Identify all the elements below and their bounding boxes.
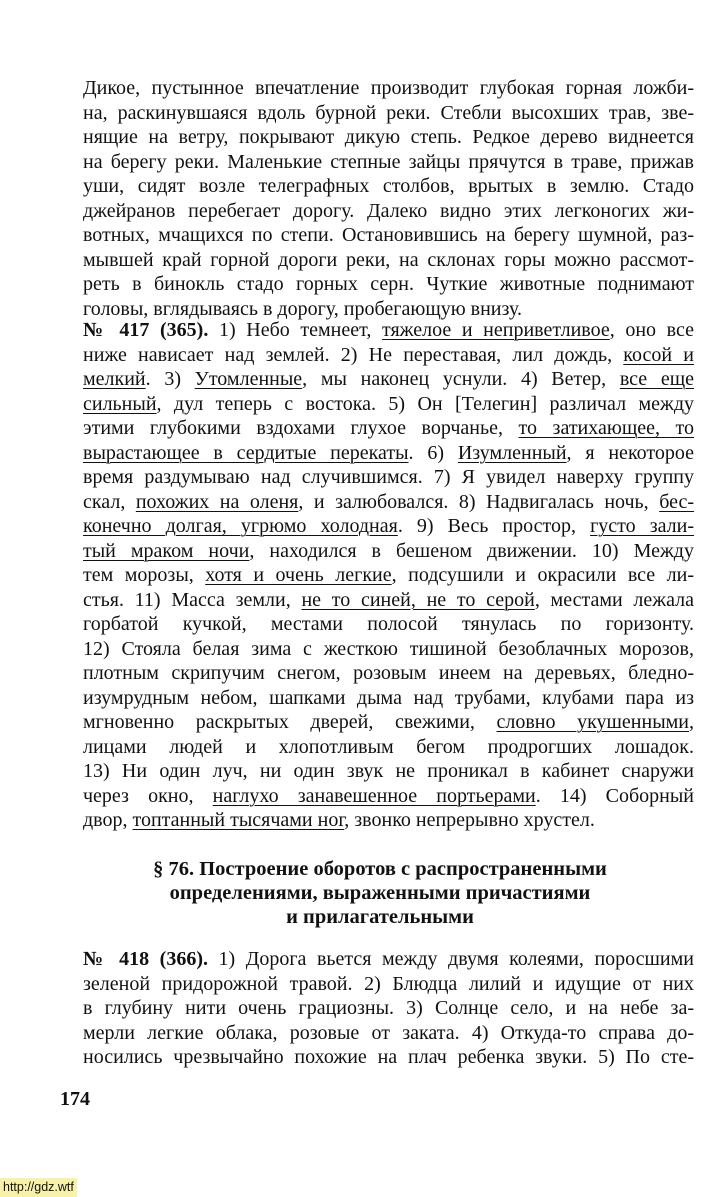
text-line xyxy=(83,125,694,150)
text-segment: время раздумываю над случившимся. 7) Я увидел наверху группу xyxy=(83,466,694,488)
text-segment: . 6) xyxy=(408,441,458,464)
heading-line: и прилагательными xyxy=(286,906,474,928)
underlined-phrase: сильный xyxy=(83,392,157,415)
text-segment: , оно все xyxy=(609,319,695,341)
text-segment: ниже нависает над землей. 2) Не переставая, лил дождь, xyxy=(83,343,624,366)
page-number: 174 xyxy=(60,1088,90,1110)
text-segment: Дикое, пустынное впечатление производит глубокая горная ложби- xyxy=(83,77,694,99)
text-segment: , находился в бешеном движении. 10) Между xyxy=(249,539,694,562)
underlined-phrase: мелкий xyxy=(83,368,146,390)
underlined-phrase: густо зали- xyxy=(590,515,694,537)
text-line xyxy=(83,318,694,343)
text-segment: , местами лежала xyxy=(534,588,694,611)
text-line xyxy=(83,686,694,711)
text-line xyxy=(83,563,694,588)
underlined-phrase: хотя и очень легкие xyxy=(205,564,392,586)
heading-line: § 76. Построение оборотов с распространенными xyxy=(153,858,607,880)
paragraph-intro-text xyxy=(83,76,694,321)
text-line xyxy=(83,199,694,224)
underlined-phrase: все еще xyxy=(619,368,694,390)
text-segment: носились чрезвычайно похожие на плач ребенка звуки. 5) По сте- xyxy=(83,1046,694,1068)
text-segment: головы, вглядываясь в дорогу, пробегающую внизу. xyxy=(83,297,522,320)
text-segment: 13) Ни один луч, ни один звук не проникал в кабинет снаружи xyxy=(83,760,694,782)
text-line xyxy=(83,248,694,273)
text-segment: 1) Небо темнеет, xyxy=(208,319,382,341)
text-segment: мерли легкие облака, розовые от заката. 4) Откуда-то справа до- xyxy=(83,1021,694,1044)
text-segment: изумрудным небом, шапками дыма над трубами, клубами пара из xyxy=(83,686,694,709)
text-segment: мгновенно раскрытых дверей, свежими, xyxy=(83,711,497,733)
text-line xyxy=(83,150,694,175)
text-line xyxy=(83,637,694,662)
text-segment: на, раскинувшаяся вдоль бурной реки. Стебли высохших трав, зве- xyxy=(83,101,694,124)
text-segment: в глубину нити очень грациозны. 3) Солнце село, и на небе за- xyxy=(83,997,694,1019)
text-segment: плотным скрипучим снегом, розовым инеем на деревьях, бледно- xyxy=(83,662,694,684)
text-line xyxy=(83,514,694,539)
text-segment: , и залюбовался. 8) Надвигалась ночь, xyxy=(298,490,660,513)
text-line xyxy=(83,612,694,637)
text-segment: лицами людей и хлопотливым бегом продрогших лошадок. xyxy=(83,735,694,758)
text-line xyxy=(83,784,694,809)
text-segment: , мы наконец уснули. 4) Ветер, xyxy=(302,368,620,390)
text-line xyxy=(83,759,694,784)
underlined-phrase: топтанный тысячами ног xyxy=(132,809,345,831)
text-segment: уши, сидят возле телеграфных столбов, врытых в землю. Стадо xyxy=(83,175,694,197)
text-line xyxy=(83,465,694,490)
text-segment: двор, xyxy=(83,809,133,831)
underlined-phrase: тый мраком ночи xyxy=(83,539,250,562)
heading-line: определениями, выраженными причастиями xyxy=(169,882,591,904)
text-segment: мывшей край горной дороги реки, на склонах горы можно рассмот- xyxy=(83,248,694,271)
underlined-phrase: конечно долгая, угрюмо холодная xyxy=(83,515,398,537)
text-segment: , xyxy=(689,711,694,733)
text-line xyxy=(83,272,694,297)
text-line xyxy=(83,367,694,392)
text-line xyxy=(83,710,694,735)
text-line xyxy=(83,661,694,686)
exercise-number: № 418 (366). xyxy=(83,948,208,970)
text-segment: на берегу реки. Маленькие степные зайцы прячутся в траве, прижав xyxy=(83,150,694,173)
footer-link[interactable]: http://gdz.wtf xyxy=(0,1178,77,1197)
underlined-phrase: словно укушенными xyxy=(496,711,689,733)
text-line xyxy=(83,101,694,126)
text-line xyxy=(83,223,694,248)
underlined-phrase: бес- xyxy=(659,490,695,513)
text-segment: зеленой придорожной травой. 2) Блюдца лилий и идущие от них xyxy=(83,972,694,995)
text-segment: , звонко непрерывно хрустел. xyxy=(344,809,595,831)
underlined-phrase: то затихающее, то xyxy=(518,417,694,439)
text-segment: джейранов перебегает дорогу. Далеко видно этих легконогих жи- xyxy=(83,199,694,222)
text-line xyxy=(83,947,694,972)
text-line xyxy=(83,539,694,564)
exercise-418 xyxy=(83,947,694,1070)
section-heading xyxy=(60,857,700,929)
text-segment: нящие на ветру, покрывают дикую степь. Редкое дерево виднеется xyxy=(83,126,694,148)
text-line xyxy=(83,1045,694,1070)
text-segment: вотных, мчащихся по степи. Остановившись на берегу шумной, раз- xyxy=(83,224,694,246)
text-line xyxy=(83,808,694,833)
text-segment: этими глубокими вздохами глухое ворчанье, xyxy=(83,417,519,439)
text-line xyxy=(83,972,694,997)
text-line xyxy=(83,735,694,760)
text-segment: тем морозы, xyxy=(83,564,206,586)
text-segment: , подсушили и окрасили все ли- xyxy=(391,564,694,586)
text-segment: , дул теперь с востока. 5) Он [Телегин] различал между xyxy=(156,392,694,415)
underlined-phrase: косой и xyxy=(623,343,694,366)
text-line xyxy=(83,343,694,368)
text-line xyxy=(83,490,694,515)
underlined-phrase: не то синей, не то серой xyxy=(301,588,535,611)
text-segment: реть в бинокль стадо горных серн. Чуткие животные поднимают xyxy=(83,273,694,295)
text-segment: 12) Стояла белая зима с жесткою тишиной безоблачных морозов, xyxy=(83,637,694,660)
underlined-phrase: Утомленные xyxy=(194,368,303,390)
text-segment: горбатой кучкой, местами полосой тянулась по горизонту. xyxy=(83,613,694,635)
text-segment: . 3) xyxy=(145,368,195,390)
text-segment: 1) Дорога вьется между двумя колеями, поросшими xyxy=(208,948,694,970)
text-line xyxy=(83,441,694,466)
text-line xyxy=(83,174,694,199)
text-line xyxy=(83,76,694,101)
text-segment: скал, xyxy=(83,490,136,513)
underlined-phrase: похожих на оленя xyxy=(135,490,299,513)
text-line xyxy=(83,996,694,1021)
exercise-number: № 417 (365). xyxy=(83,319,209,341)
text-line xyxy=(83,1021,694,1046)
text-line xyxy=(83,416,694,441)
underlined-phrase: Изумленный xyxy=(457,441,567,464)
text-line xyxy=(83,588,694,613)
text-segment: стья. 11) Масса земли, xyxy=(83,588,302,611)
text-segment: . 9) Весь простор, xyxy=(397,515,591,537)
underlined-phrase: наглухо занавешенное портьерами xyxy=(212,784,536,807)
text-segment: , я некоторое xyxy=(566,441,694,464)
exercise-417 xyxy=(83,318,694,833)
underlined-phrase: вырастающее в сердитые перекаты xyxy=(83,441,409,464)
text-segment: через окно, xyxy=(83,784,213,807)
text-segment: . 14) Соборный xyxy=(535,784,694,807)
text-line xyxy=(83,392,694,417)
underlined-phrase: тяжелое и неприветливое xyxy=(381,319,610,341)
